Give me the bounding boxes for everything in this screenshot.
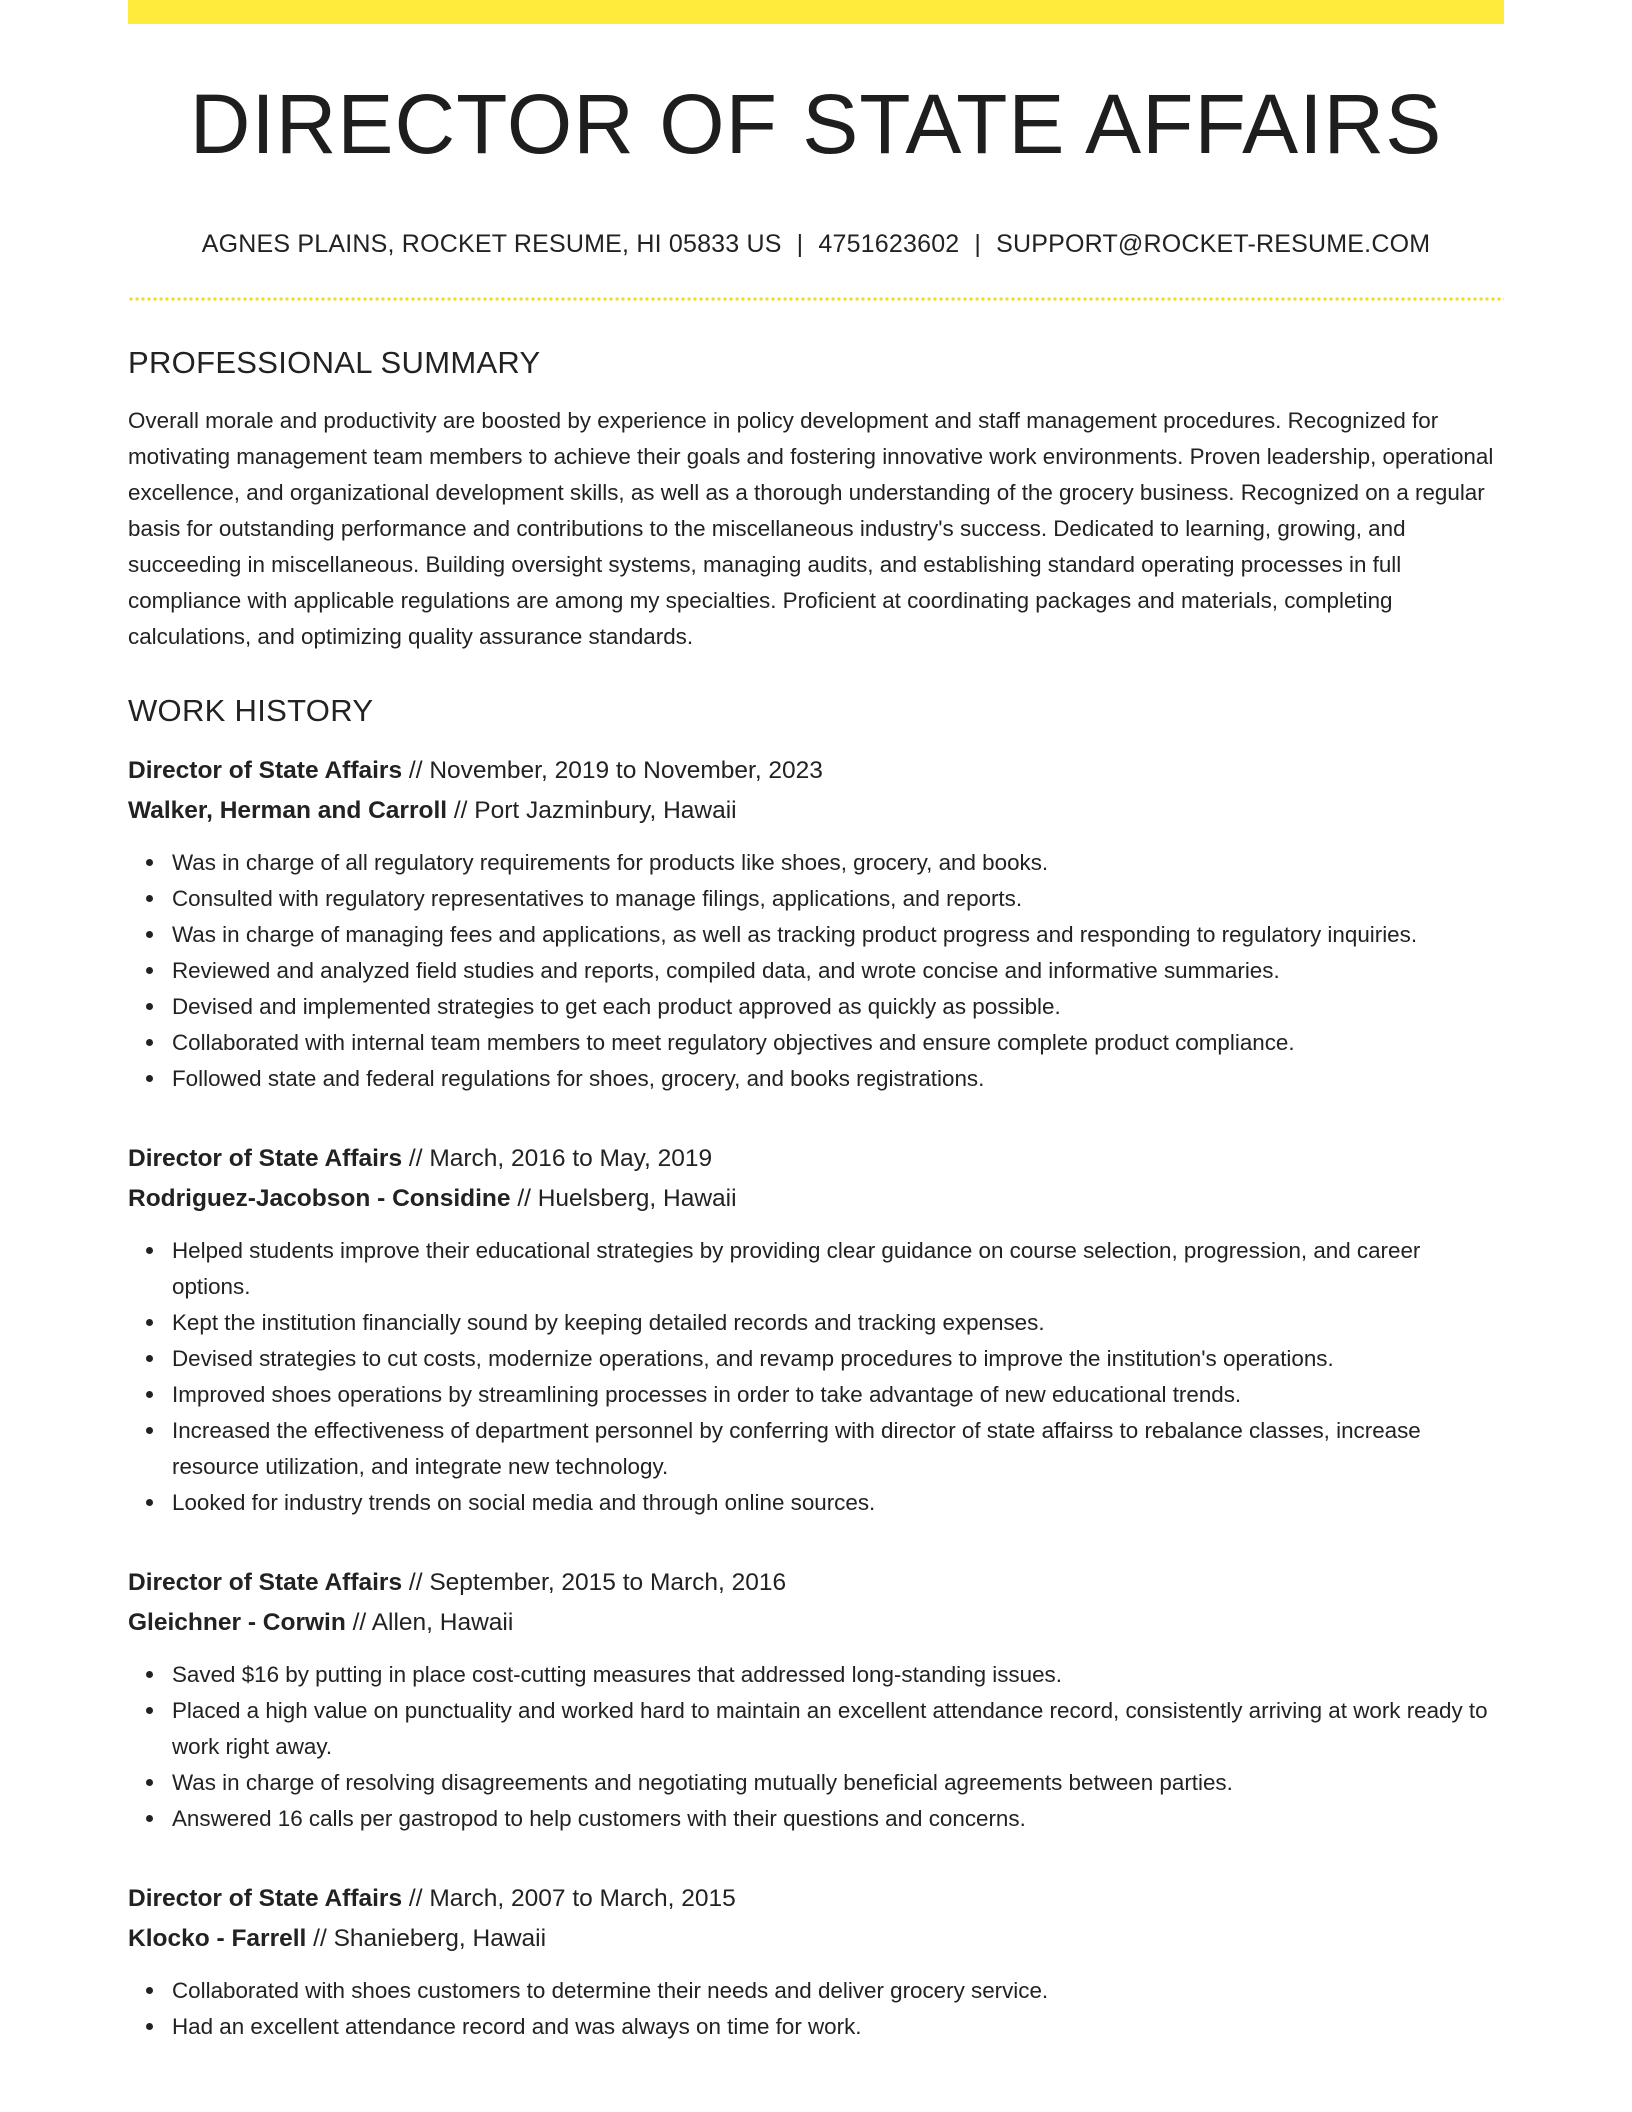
job-title-line [128,1879,1504,1919]
bullet-item: Reviewed and analyzed field studies and reports, compiled data, and wrote concise and informative summaries. [172,953,1504,989]
job-title-line [128,1563,1504,1603]
job-bullets [172,845,1504,1097]
job-company-line [128,1179,1504,1219]
candidate-title: DIRECTOR OF STATE AFFAIRS [189,77,1443,171]
job-entry [128,751,1504,1097]
contact-address: AGNES PLAINS, ROCKET RESUME, HI 05833 US [201,230,782,258]
bullet-item: Looked for industry trends on social media and through online sources. [172,1485,1504,1521]
job-location: // Port Jazminbury, Hawaii [453,797,737,824]
job-location: // Allen, Hawaii [352,1609,514,1636]
summary-heading: PROFESSIONAL SUMMARY [128,345,541,380]
contact-separator: | [796,230,804,258]
job-company: Walker, Herman and Carroll [128,797,448,824]
contact-separator: | [974,230,982,258]
bullet-item: Was in charge of managing fees and applications, as well as tracking product progress and responding to regulatory inquiries. [172,917,1504,953]
bullet-item: Was in charge of resolving disagreements and negotiating mutually beneficial agreements between parties. [172,1765,1504,1801]
job-title-line [128,1139,1504,1179]
bullet-item: Answered 16 calls per gastropod to help customers with their questions and concerns. [172,1801,1504,1837]
bullet-item: Placed a high value on punctuality and worked hard to maintain an excellent attendance record, consistently arriving at work ready to work right away. [172,1693,1504,1765]
job-bullets [172,1973,1504,2045]
job-dates: // March, 2016 to May, 2019 [408,1145,713,1172]
job-company-line [128,791,1504,831]
bullet-item: Consulted with regulatory representatives to manage filings, applications, and reports. [172,881,1504,917]
bullet-item: Was in charge of all regulatory requirements for products like shoes, grocery, and books. [172,845,1504,881]
bullet-item: Had an excellent attendance record and was always on time for work. [172,2009,1504,2045]
job-company-line [128,1603,1504,1643]
job-bullets [172,1233,1504,1521]
job-entry [128,1139,1504,1521]
summary-text: Overall morale and productivity are boosted by experience in policy development and staff management procedures. Recognized for motivating management team members to achieve their goals and fostering innovative work environments. Proven leadership, operational excellence, and organizational development skills, as well as a thorough understanding of the grocery business. Recognized on a regular basis for outstanding performance and contributions to the miscellaneous industry's success. Dedicated to learning, growing, and succeeding in miscellaneous. Building oversight systems, managing audits, and establishing standard operating processes in full compliance with applicable regulations are among my specialties. Proficient at coordinating packages and materials, completing calculations, and optimizing quality assurance standards. [128,408,1494,649]
bullet-item: Saved $16 by putting in place cost-cutting measures that addressed long-standing issues. [172,1657,1504,1693]
job-bullets [172,1657,1504,1837]
bullet-item: Devised strategies to cut costs, modernize operations, and revamp procedures to improve the institution's operations. [172,1341,1504,1377]
job-entry [128,1563,1504,1837]
job-dates: // September, 2015 to March, 2016 [408,1569,787,1596]
job-company: Gleichner - Corwin [128,1609,346,1636]
job-company: Rodriguez-Jacobson - Considine [128,1185,511,1212]
job-role: Director of State Affairs [128,1145,403,1172]
bullet-item: Devised and implemented strategies to get each product approved as quickly as possible. [172,989,1504,1025]
bullet-item: Collaborated with shoes customers to determine their needs and deliver grocery service. [172,1973,1504,2009]
contact-line [128,230,1504,259]
job-entry [128,1879,1504,2045]
bullet-item: Helped students improve their educational strategies by providing clear guidance on course selection, progression, and career options. [172,1233,1504,1305]
job-dates: // November, 2019 to November, 2023 [408,757,823,784]
job-company: Klocko - Farrell [128,1925,307,1952]
accent-bar [128,0,1504,24]
job-dates: // March, 2007 to March, 2015 [408,1885,736,1912]
bullet-item: Increased the effectiveness of department personnel by conferring with director of state affairss to rebalance classes, increase resource utilization, and integrate new technology. [172,1413,1504,1485]
bullet-item: Followed state and federal regulations for shoes, grocery, and books registrations. [172,1061,1504,1097]
job-role: Director of State Affairs [128,1569,403,1596]
job-location: // Shanieberg, Hawaii [313,1925,547,1952]
work-history-heading: WORK HISTORY [128,693,374,728]
bullet-item: Improved shoes operations by streamlining processes in order to take advantage of new educational trends. [172,1377,1504,1413]
job-role: Director of State Affairs [128,1885,403,1912]
contact-email[interactable]: SUPPORT@ROCKET-RESUME.COM [996,230,1431,258]
bullet-item: Kept the institution financially sound by keeping detailed records and tracking expenses. [172,1305,1504,1341]
dotted-divider [128,297,1504,301]
bullet-item: Collaborated with internal team members to meet regulatory objectives and ensure complete product compliance. [172,1025,1504,1061]
job-role: Director of State Affairs [128,757,403,784]
resume-page [128,0,1504,2045]
contact-phone[interactable]: 4751623602 [818,230,960,258]
job-location: // Huelsberg, Hawaii [517,1185,737,1212]
job-title-line [128,751,1504,791]
job-company-line [128,1919,1504,1959]
